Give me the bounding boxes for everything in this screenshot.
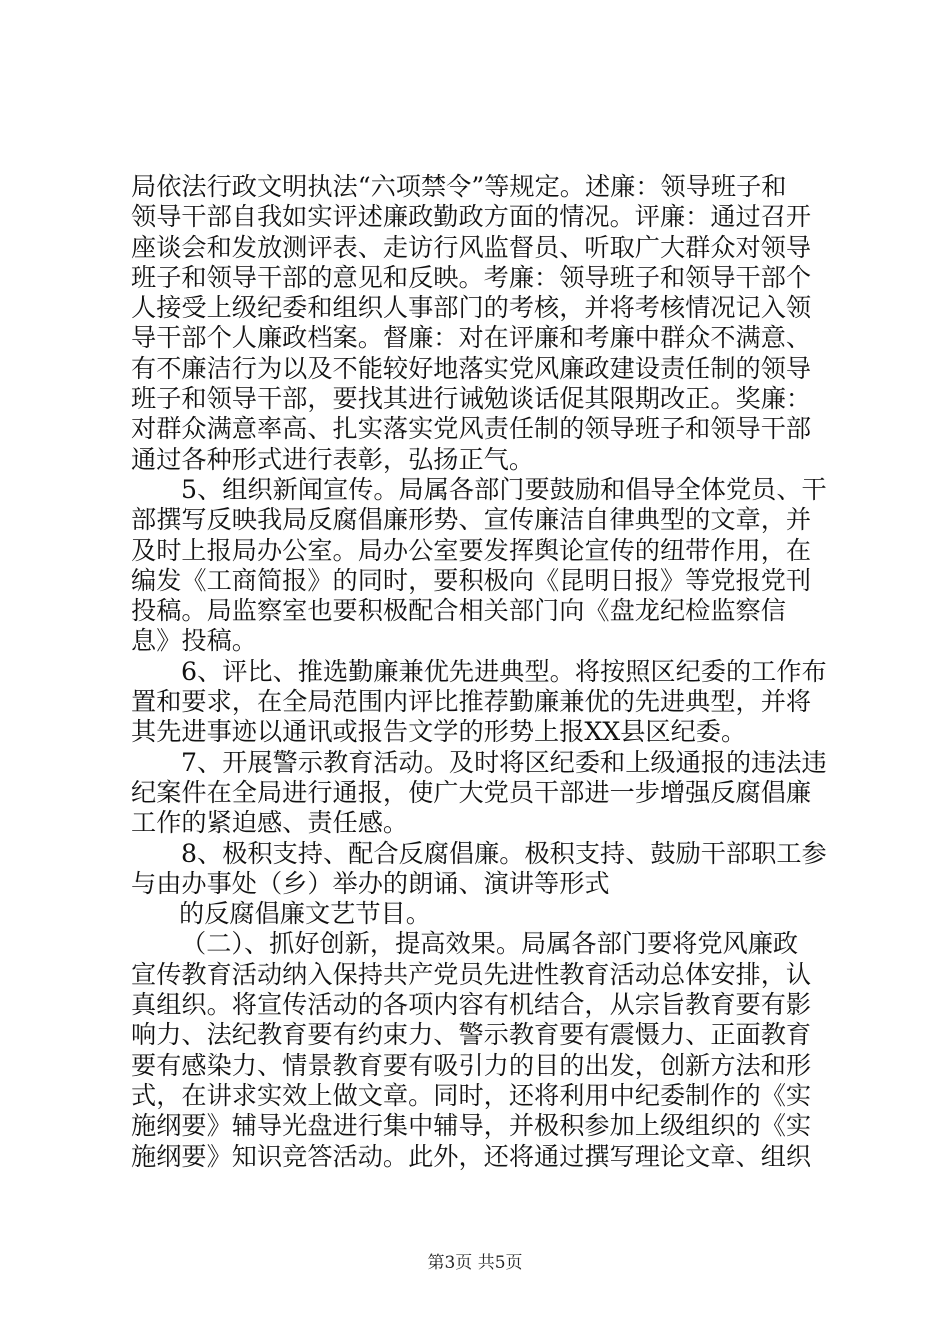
text-line: 投稿。局监察室也要积极配合相关部门向《盘龙纪检监察信 (131, 596, 786, 626)
text-line: 部撰写反映我局反腐倡廉形势、宣传廉洁自律典型的文章，并 (131, 505, 812, 535)
text-line: 通过各种形式进行表彰，弘扬正气。 (131, 444, 534, 474)
text-line: 要有感染力、情景教育要有吸引力的目的出发，创新方法和形 (131, 1050, 812, 1080)
document-body (131, 172, 831, 1172)
text-line: 局依法行政文明执法“六项禁令”等规定。述廉：领导班子和 (131, 172, 787, 201)
paragraph-start-line: 的反腐倡廉文艺节目。 (179, 899, 431, 929)
text-line: 宣传教育活动纳入保持共产党员先进性教育活动总体安排，认 (131, 959, 812, 989)
page-number-footer: 第3页 共5页 (427, 1253, 523, 1273)
paragraph-start-line: 7、开展警示教育活动。及时将区纪委和上级通报的违法违 (181, 747, 827, 777)
text-line: 式，在讲求实效上做文章。同时，还将利用中纪委制作的《实 (131, 1080, 812, 1110)
text-line: 人接受上级纪委和组织人事部门的考核，并将考核情况记入领 (131, 293, 812, 323)
text-line: 及时上报局办公室。局办公室要发挥舆论宣传的纽带作用，在 (131, 535, 812, 565)
text-line: 编发《工商简报》的同时，要积极向《昆明日报》等党报党刊 (131, 565, 812, 595)
text-line: 领导干部自我如实评述廉政勤政方面的情况。评廉：通过召开 (131, 202, 812, 232)
text-line: 置和要求，在全局范围内评比推荐勤廉兼优的先进典型，并将 (131, 687, 812, 717)
text-line: 导干部个人廉政档案。督廉：对在评廉和考廉中群众不满意、 (131, 323, 812, 353)
text-line: 纪案件在全局进行通报，使广大党员干部进一步增强反腐倡廉 (131, 777, 812, 807)
text-line: 工作的紧迫感、责任感。 (131, 808, 409, 838)
paragraph-start-line: 6、评比、推选勤廉兼优先进典型。将按照区纪委的工作布 (181, 656, 827, 686)
paragraph-start-line: 8、极积支持、配合反腐倡廉。极积支持、鼓励干部职工参 (181, 838, 827, 868)
text-line: 有不廉洁行为以及不能较好地落实党风廉政建设责任制的领导 (131, 353, 812, 383)
text-line: 施纲要》辅导光盘进行集中辅导，并极积参加上级组织的《实 (131, 1111, 812, 1141)
paragraph-start-line: （二）、抓好创新，提高效果。局属各部门要将党风廉政 (181, 929, 799, 959)
text-line: 真组织。将宣传活动的各项内容有机结合，从宗旨教育要有影 (131, 990, 812, 1020)
text-line: 其先进事迹以通讯或报告文学的形势上报XX县区纪委。 (131, 717, 747, 747)
text-line: 施纲要》知识竞答活动。此外，还将通过撰写理论文章、组织 (131, 1141, 812, 1171)
text-line: 班子和领导干部的意见和反映。考廉：领导班子和领导干部个 (131, 262, 812, 292)
text-line: 息》投稿。 (131, 626, 257, 656)
text-line: 班子和领导干部，要找其进行诫勉谈话促其限期改正。奖廉： (131, 384, 812, 414)
text-line: 响力、法纪教育要有约束力、警示教育要有震慑力、正面教育 (131, 1020, 812, 1050)
paragraph-start-line: 5、组织新闻宣传。局属各部门要鼓励和倡导全体党员、干 (181, 474, 827, 504)
text-line: 座谈会和发放测评表、走访行风监督员、听取广大群众对领导 (131, 232, 812, 262)
text-line: 对群众满意率高、扎实落实党风责任制的领导班子和领导干部 (131, 414, 812, 444)
text-line: 与由办事处（乡）举办的朗诵、演讲等形式 (131, 868, 610, 898)
